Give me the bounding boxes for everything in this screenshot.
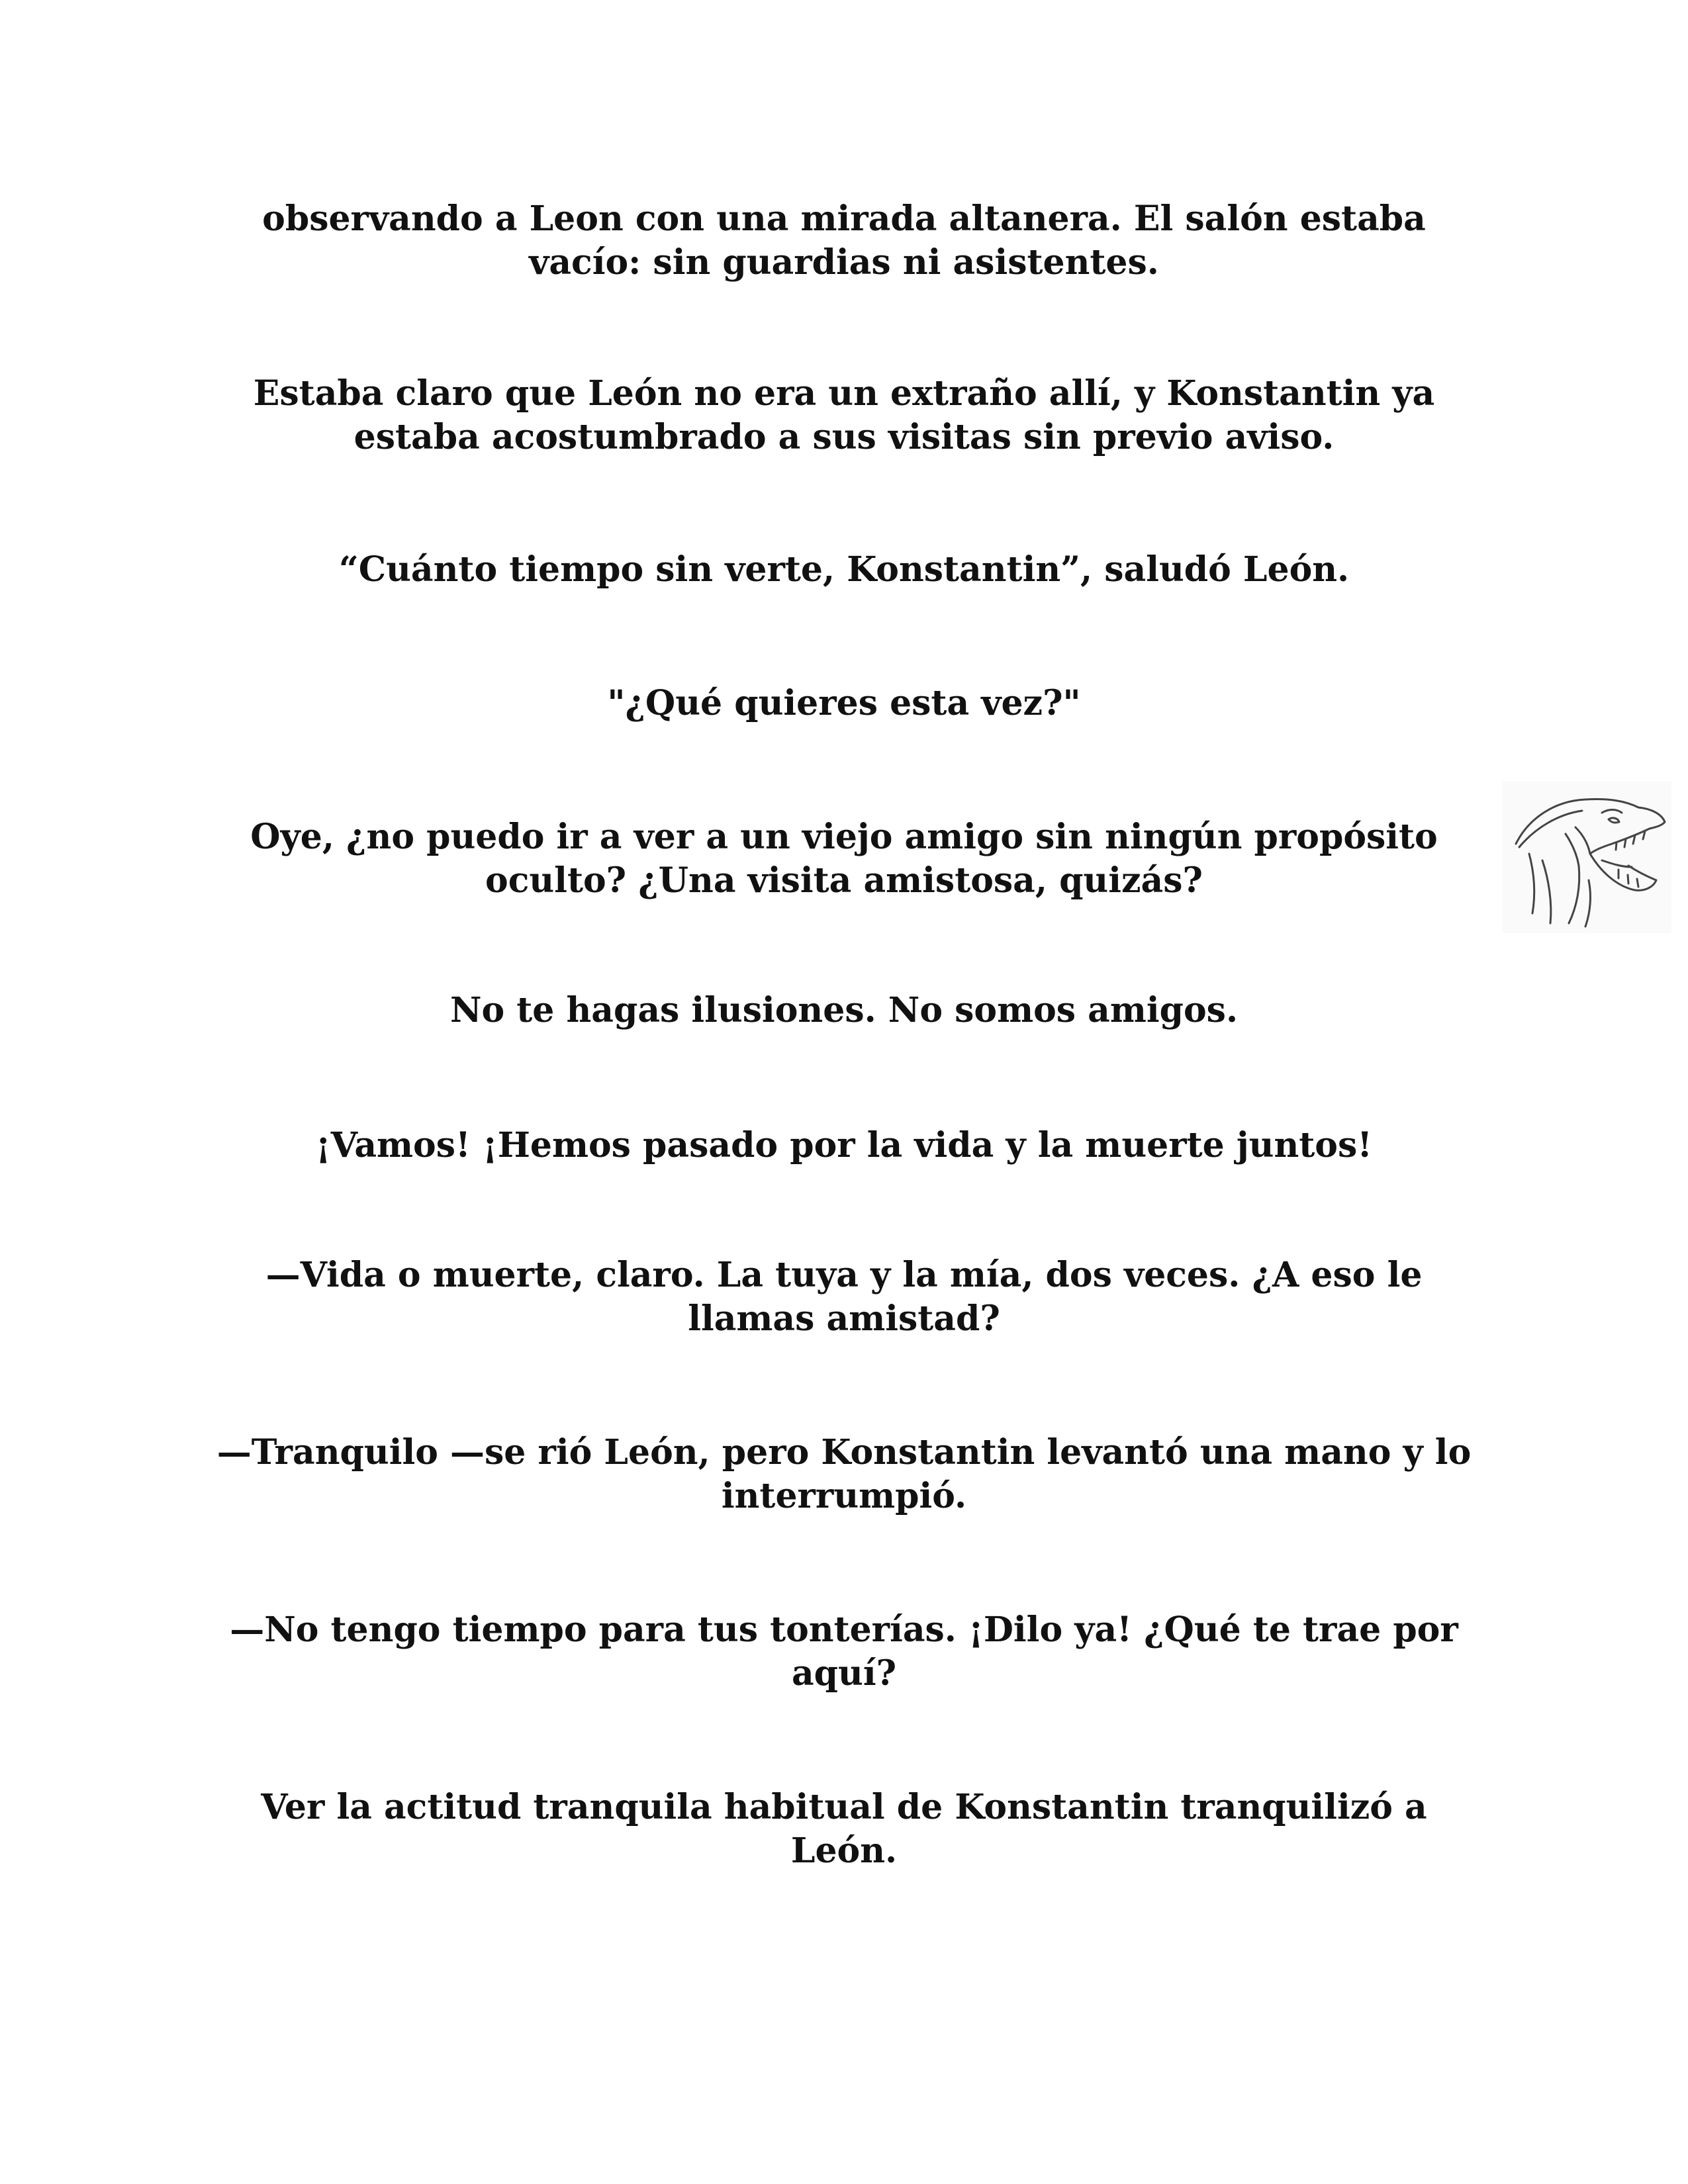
paragraph-9: —Tranquilo —se rió León, pero Konstantin levantó una mano y lo interrumpió. xyxy=(216,1432,1472,1516)
paragraph-7: ¡Vamos! ¡Hemos pasado por la vida y la muerte juntos! xyxy=(315,1125,1373,1165)
paragraph-5: Oye, ¿no puedo ir a ver a un viejo amigo sin ningún propósito oculto? ¿Una visita amistosa, quizás? xyxy=(250,817,1438,901)
paragraph-1: observando a Leon con una mirada altanera. El salón estaba vacío: sin guardias ni asistentes. xyxy=(262,199,1426,283)
paragraph-11: Ver la actitud tranquila habitual de Konstantin tranquilizó a León. xyxy=(261,1787,1427,1871)
dinosaur-head-sketch-icon xyxy=(1503,781,1671,933)
paragraph-6: No te hagas ilusiones. No somos amigos. xyxy=(449,990,1239,1030)
paragraph-3: “Cuánto tiempo sin verte, Konstantin”, saludó León. xyxy=(338,549,1350,590)
paragraph-10: —No tengo tiempo para tus tonterías. ¡Dilo ya! ¿Qué te trae por aquí? xyxy=(230,1610,1458,1694)
paragraph-8: —Vida o muerte, claro. La tuya y la mía, dos veces. ¿A eso le llamas amistad? xyxy=(265,1255,1423,1339)
paragraph-4: "¿Qué quieres esta vez?" xyxy=(607,683,1081,723)
paragraph-2: Estaba claro que León no era un extraño allí, y Konstantin ya estaba acostumbrado a sus visitas sin previo aviso. xyxy=(253,373,1435,457)
